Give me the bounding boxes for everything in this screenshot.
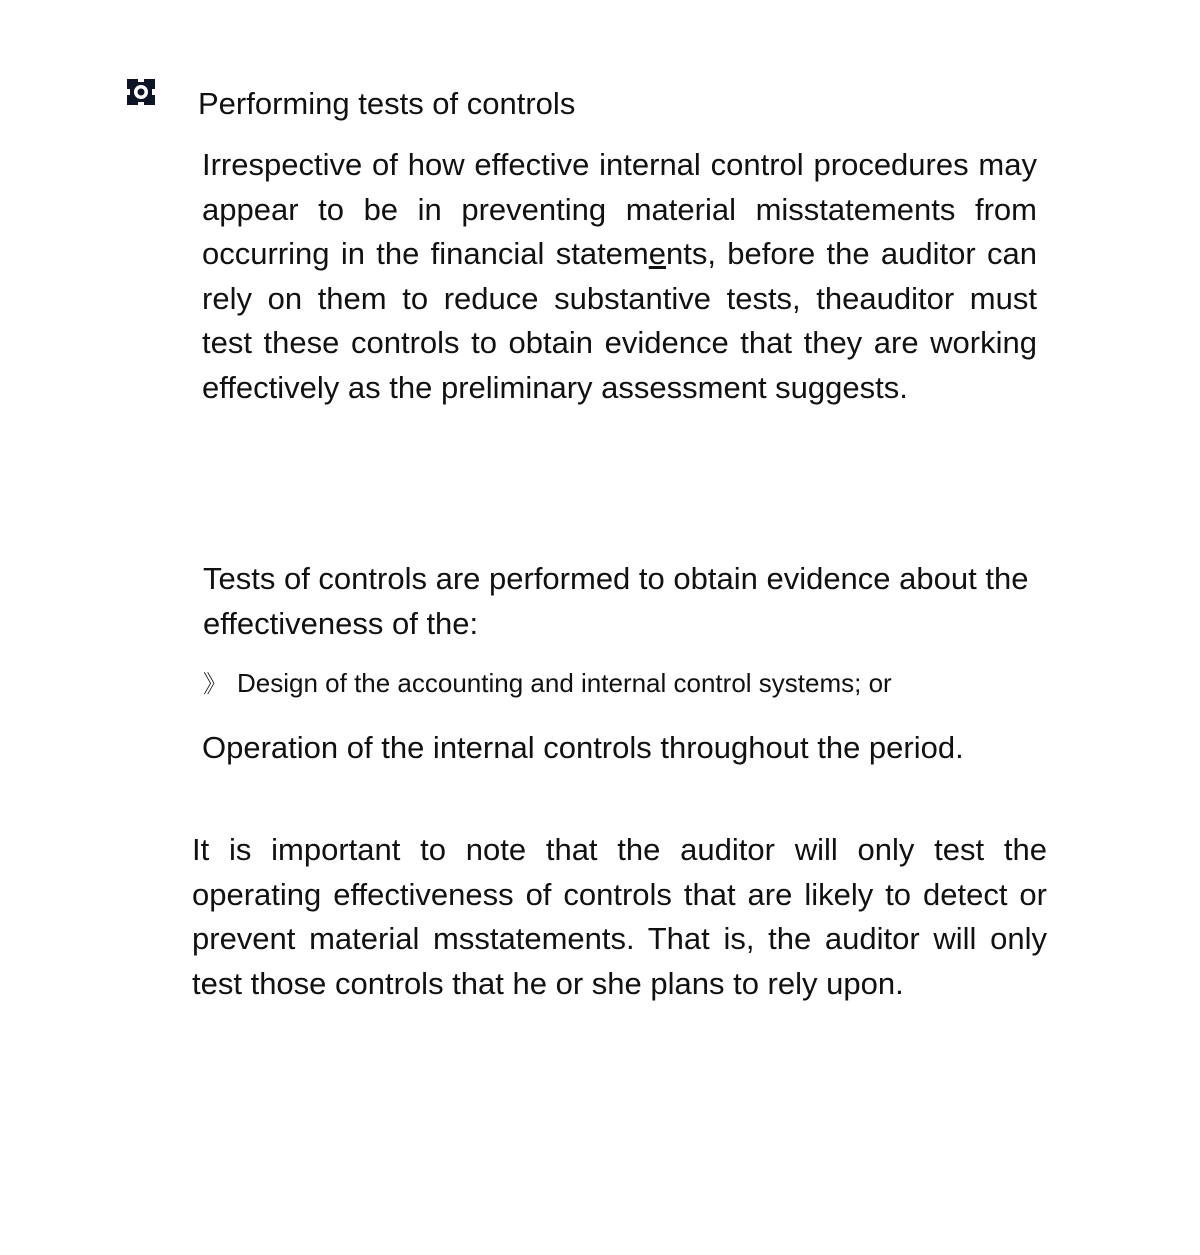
paragraph-intro bbox=[202, 143, 1037, 410]
heading: Performing tests of controls bbox=[198, 86, 576, 121]
gear-square-icon bbox=[126, 77, 156, 107]
list-item-design bbox=[203, 664, 892, 704]
paragraph-operation: Operation of the internal controls throughout the period. bbox=[202, 730, 964, 765]
paragraph-intro-text-a: Irrespective of how effective internal control procedures may appear to be in preventing material misstatements from occurring in the financial statem bbox=[202, 147, 1037, 271]
paragraph-intro-text-b: nts, before the auditor can rely on them to reduce substantive tests, theauditor must test these controls to obtain evidence that they are working effectively as the preliminary assessment suggests. bbox=[202, 236, 1037, 405]
paragraph-tests-purpose: Tests of controls are performed to obtain evidence about the effectiveness of the: bbox=[203, 561, 1029, 641]
paragraph-important-note: It is important to note that the auditor will only test the operating effectiveness of controls that are likely to detect or prevent material msstatements. That is, the auditor will only test those controls that he or she plans to rely upon. bbox=[192, 832, 1047, 1001]
list-item-design-text: Design of the accounting and internal control systems; or bbox=[237, 668, 892, 698]
paragraph-intro-underlined-letter: e bbox=[648, 236, 666, 271]
double-chevron-icon: 》 bbox=[203, 671, 227, 698]
